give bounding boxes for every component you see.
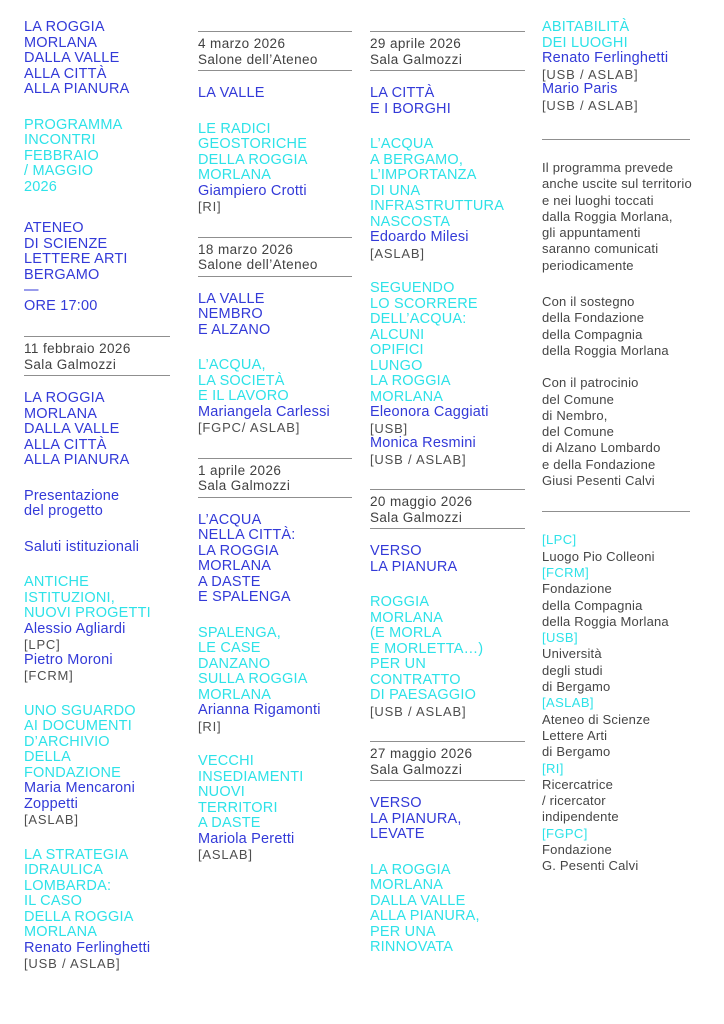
title-line: LETTERE ARTI	[24, 251, 128, 267]
title-line: BERGAMO	[24, 266, 100, 283]
talk-title-line: DELLA ROGGIA	[198, 151, 308, 168]
event-venue: Salone dell’Ateneo	[198, 51, 318, 67]
credential-tag: [FCRM]	[24, 668, 74, 683]
text-line: Fondazione	[542, 841, 612, 857]
text-line: della Roggia Morlana	[542, 613, 669, 629]
talk-title-line: MORLANA	[370, 877, 444, 893]
talk-title-line: DELLA	[24, 749, 71, 765]
event-date-block	[198, 31, 352, 71]
text-line: saranno comunicati	[542, 241, 659, 257]
talk-title-line: L’ACQUA,	[198, 357, 266, 373]
talk-title-line: DEI LUOGHI	[542, 34, 628, 51]
talk-title-line: FONDAZIONE	[24, 764, 122, 781]
talk-title-line: LOMBARDA:	[24, 877, 112, 894]
credential-tag: [ASLAB]	[24, 812, 79, 827]
event-venue: Sala Galmozzi	[198, 478, 291, 493]
title-line: —	[24, 282, 39, 298]
text-line: Ricercatrice	[542, 776, 614, 792]
talk-title-line: PER UNA	[370, 923, 436, 940]
title-line: DI SCIENZE	[24, 235, 108, 252]
talk-title-line: INSEDIAMENTI	[198, 768, 304, 785]
speaker-name: Pietro Moroni	[24, 651, 113, 668]
title-line: MORLANA	[24, 34, 98, 51]
title-line: del progetto	[24, 503, 103, 519]
text-line: Il programma prevede	[542, 160, 674, 175]
credential-tag: [USB / ASLAB]	[542, 97, 639, 113]
talk-item	[198, 754, 352, 863]
text-line: e della Fondazione	[542, 456, 656, 472]
text-line: Lettere Arti	[542, 727, 608, 743]
talk-item	[542, 20, 690, 113]
credential-tag: [USB]	[370, 420, 408, 436]
text-line: Giusi Pesenti Calvi	[542, 473, 655, 489]
talk-title-line: DI UNA	[370, 182, 421, 199]
event-date: 18 marzo 2026	[198, 241, 294, 257]
title-line: NEMBRO	[198, 306, 263, 322]
session-title	[198, 292, 352, 339]
event-date-lines	[24, 337, 170, 375]
title-line: LA ROGGIA	[24, 390, 105, 406]
text-line: gli appuntamenti	[542, 225, 641, 241]
talk-title-line: SEGUENDO	[370, 280, 455, 296]
session-item	[24, 489, 170, 520]
talk-title-line: (E MORLA	[370, 625, 442, 641]
title-line: ALLA PIANURA	[24, 452, 130, 468]
legend-tag: [ASLAB]	[542, 695, 594, 711]
text-line: / ricercator	[542, 793, 606, 809]
support-note	[542, 294, 690, 359]
title-line: MORLANA	[24, 405, 98, 422]
column-3	[370, 0, 525, 1024]
credential-tag: [USB / ASLAB]	[24, 956, 121, 971]
event-venue: Sala Galmozzi	[370, 51, 463, 67]
talk-item	[24, 704, 170, 828]
event-date-block	[198, 458, 352, 498]
title-line: Presentazione	[24, 487, 120, 504]
credential-tag: [USB / ASLAB]	[370, 703, 467, 719]
title-line: MORLANA	[198, 558, 272, 574]
credential-tag: [LPC]	[24, 637, 61, 652]
talk-title-line: SULLA ROGGIA	[198, 671, 308, 687]
talk-item	[24, 575, 170, 684]
speaker-name: Arianna Rigamonti	[198, 702, 321, 718]
talk-title-line: ANTICHE	[24, 574, 90, 590]
divider	[542, 511, 690, 512]
text-line: Con il patrocinio	[542, 375, 639, 391]
event-date: 27 maggio 2026	[370, 746, 473, 761]
speaker-name: Eleonora Caggiati	[370, 404, 489, 420]
title-line: LA CITTÀ	[370, 85, 435, 101]
divider	[370, 528, 525, 529]
session-title	[370, 796, 525, 843]
event-date: 11 febbraio 2026	[24, 341, 131, 356]
talk-title-line: GEOSTORICHE	[198, 136, 308, 152]
text-line: periodicamente	[542, 257, 634, 273]
abbreviations-legend	[542, 532, 690, 874]
text-line: Luogo Pio Colleoni	[542, 548, 655, 564]
speaker-name: Zoppetti	[24, 795, 78, 812]
title-line: VERSO	[370, 795, 422, 811]
credential-tag: [USB / ASLAB]	[542, 66, 639, 82]
talk-item	[24, 848, 170, 972]
talk-title-line: LA ROGGIA	[370, 373, 451, 389]
talk-title-line: MORLANA	[370, 609, 444, 626]
talk-title-line: E MORLETTA…)	[370, 640, 484, 657]
event-date-block	[24, 336, 170, 376]
talk-title-line: NASCOSTA	[370, 213, 451, 230]
talk-title-line: PROGRAMMA	[24, 116, 123, 133]
talk-title-line: E IL LAVORO	[198, 388, 289, 404]
divider	[24, 375, 170, 376]
speaker-name: Maria Mencaroni	[24, 780, 135, 796]
event-venue: Sala Galmozzi	[370, 761, 463, 777]
talk-title-line: ABITABILITÀ	[542, 19, 630, 35]
text-line: della Compagnia	[542, 597, 643, 613]
text-line: degli studi	[542, 662, 603, 678]
talk-title-line: TERRITORI	[198, 799, 278, 816]
talk-title-line: LE CASE	[198, 640, 261, 656]
speaker-name: Renato Ferlinghetti	[542, 50, 669, 66]
talk-title-line: RINNOVATA	[370, 939, 454, 955]
title-line: LA ROGGIA	[24, 19, 105, 35]
legend-tag: [FGPC]	[542, 825, 588, 841]
legend-tag: [LPC]	[542, 532, 577, 548]
talk-title-line: ROGGIA	[370, 594, 430, 610]
divider	[198, 70, 352, 71]
talk-title-line: NUOVI PROGETTI	[24, 605, 151, 621]
talk-title-line: NUOVI	[198, 784, 245, 800]
talk-title-line: IDRAULICA	[24, 862, 104, 878]
talk-item	[370, 281, 525, 467]
text-line: di Nembro,	[542, 407, 608, 423]
talk-title-line: A BERGAMO,	[370, 151, 464, 168]
talk-title-line: ALLA PIANURA,	[370, 908, 480, 924]
talk-title-line: SPALENGA,	[198, 624, 281, 641]
session-title	[24, 391, 170, 469]
talk-title-line: FEBBRAIO	[24, 147, 99, 164]
text-line: di Bergamo	[542, 679, 611, 695]
talk-title-line: D’ARCHIVIO	[24, 733, 110, 750]
legend-tag: [FCRM]	[542, 564, 590, 580]
credential-tag: [FGPC/ ASLAB]	[198, 420, 301, 435]
talk-title-line: LE RADICI	[198, 120, 271, 137]
divider	[370, 780, 525, 781]
speaker-name: Monica Resmini	[370, 435, 476, 451]
event-date: 1 aprile 2026	[198, 462, 282, 478]
text-line: e nei luoghi toccati	[542, 192, 654, 208]
talk-title-line: VECCHI	[198, 753, 254, 769]
event-date: 20 maggio 2026	[370, 494, 473, 509]
event-date: 29 aprile 2026	[370, 36, 462, 51]
talk-title-line: IL CASO	[24, 893, 83, 909]
event-date-lines	[370, 490, 525, 528]
event-date-lines	[198, 238, 352, 276]
patronage-note	[542, 375, 690, 489]
program-note	[542, 160, 690, 274]
title-line: LA PIANURA	[370, 558, 458, 575]
column-4	[542, 0, 690, 1024]
title-line: LA VALLE	[198, 85, 265, 101]
column-1	[24, 0, 170, 1024]
talk-title-line: ALCUNI	[370, 326, 425, 343]
title-line: LEVATE	[370, 826, 425, 842]
divider	[198, 497, 352, 498]
talk-title-line: L’ACQUA	[370, 136, 434, 152]
text-line: dalla Roggia Morlana,	[542, 208, 673, 224]
talk-title-line: LA SOCIETÀ	[198, 372, 285, 389]
title-line: Saluti istituzionali	[24, 538, 140, 555]
text-line: indipendente	[542, 809, 619, 825]
title-line: LA PIANURA,	[370, 810, 462, 827]
credential-tag: [RI]	[198, 718, 222, 734]
talk-title-line: DANZANO	[198, 655, 271, 672]
column-2	[198, 0, 352, 1024]
talk-title-line: OPIFICI	[370, 342, 424, 358]
talk-title-line: DALLA VALLE	[370, 892, 466, 909]
credential-tag: [RI]	[198, 199, 222, 214]
legend-tag: [RI]	[542, 760, 564, 776]
talk-title-line: DI PAESAGGIO	[370, 687, 477, 703]
talk-title-line: A DASTE	[198, 815, 261, 831]
talk-title-line: L’IMPORTANZA	[370, 167, 477, 183]
talk-title-line: DELL’ACQUA:	[370, 311, 467, 327]
credential-tag: [ASLAB]	[198, 847, 253, 862]
credential-tag: [USB / ASLAB]	[370, 451, 467, 467]
talk-title-line: / MAGGIO	[24, 163, 94, 179]
text-line: Università	[542, 646, 602, 662]
talk-title-line: AI DOCUMENTI	[24, 718, 132, 734]
talk-title-line: MORLANA	[24, 924, 98, 940]
title-line: DALLA VALLE	[24, 421, 120, 437]
event-date-lines	[370, 742, 525, 780]
talk-title-line: LA ROGGIA	[370, 861, 451, 878]
title-line: ALLA CITTÀ	[24, 65, 107, 82]
talk-item	[198, 358, 352, 436]
legend-tag: [USB]	[542, 630, 578, 646]
text-line: di Alzano Lombardo	[542, 440, 661, 456]
title-line: LA VALLE	[198, 290, 265, 307]
session-title	[198, 86, 352, 102]
talk-title-line: PER UN	[370, 656, 426, 672]
event-date-block	[370, 31, 525, 71]
title-line: E ALZANO	[198, 321, 271, 338]
event-venue: Salone dell’Ateneo	[198, 257, 318, 272]
title-line: E I BORGHI	[370, 100, 451, 117]
speaker-name: Giampiero Crotti	[198, 182, 307, 199]
title-line: L’ACQUA	[198, 511, 262, 528]
speaker-name: Mariangela Carlessi	[198, 403, 330, 420]
talk-title-line: MORLANA	[198, 686, 272, 703]
talk-item	[370, 595, 525, 719]
event-venue: Sala Galmozzi	[24, 356, 117, 372]
speaker-name: Edoardo Milesi	[370, 229, 469, 245]
speaker-name: Alessio Agliardi	[24, 620, 126, 637]
talk-title-line: DELLA ROGGIA	[24, 908, 134, 925]
text-line: G. Pesenti Calvi	[542, 858, 639, 874]
text-line: della Compagnia	[542, 326, 643, 342]
talk-title-line: ISTITUZIONI,	[24, 589, 116, 606]
event-date-lines	[370, 32, 525, 70]
talk-title-line: CONTRATTO	[370, 671, 461, 688]
event-date-block	[198, 237, 352, 277]
text-line: Ateneo di Scienze	[542, 711, 651, 727]
title-line: ATENEO	[24, 220, 84, 236]
session-item	[24, 540, 170, 556]
event-venue: Sala Galmozzi	[370, 509, 463, 525]
title-line: A DASTE	[198, 573, 261, 590]
talk-title-line: 2026	[24, 178, 58, 195]
divider	[370, 70, 525, 71]
divider	[198, 276, 352, 277]
text-line: del Comune	[542, 391, 615, 407]
talk-item	[370, 137, 525, 261]
text-line: Fondazione	[542, 581, 612, 597]
text-line: Con il sostegno	[542, 294, 635, 310]
title-line: LA ROGGIA	[198, 542, 279, 559]
talk-title-line: INCONTRI	[24, 132, 96, 148]
session-title	[370, 86, 525, 117]
credential-tag: [ASLAB]	[370, 245, 425, 261]
event-date-lines	[198, 32, 352, 70]
speaker-name: Mariola Peretti	[198, 830, 295, 847]
title-line: ALLA CITTÀ	[24, 436, 107, 453]
talk-title-line: LA STRATEGIA	[24, 846, 129, 863]
text-line: di Bergamo	[542, 744, 611, 760]
talk-item	[198, 122, 352, 215]
title-line: ORE 17:00	[24, 297, 98, 314]
text-line: anche uscite sul territorio	[542, 176, 692, 192]
talk-item	[370, 863, 525, 956]
talk-title-line: MORLANA	[370, 388, 444, 405]
title-line: DALLA VALLE	[24, 50, 120, 66]
organizer-info	[24, 221, 170, 314]
title-line: E SPALENGA	[198, 589, 291, 605]
event-date-lines	[198, 459, 352, 497]
divider	[542, 139, 690, 140]
title-line: ALLA PIANURA	[24, 81, 130, 97]
event-date-block	[370, 489, 525, 529]
speaker-name: Renato Ferlinghetti	[24, 939, 151, 956]
talk-title-line: LUNGO	[370, 357, 423, 374]
session-title	[198, 513, 352, 606]
event-date-block	[370, 741, 525, 781]
program-subtitle	[24, 118, 170, 196]
speaker-name: Mario Paris	[542, 81, 618, 97]
talk-item	[198, 626, 352, 735]
talk-title-line: UNO SGUARDO	[24, 702, 136, 719]
session-title	[370, 544, 525, 575]
talk-title-line: LO SCORRERE	[370, 295, 478, 312]
talk-title-line: INFRASTRUTTURA	[370, 198, 505, 214]
text-line: del Comune	[542, 424, 615, 440]
talk-title-line: MORLANA	[198, 167, 272, 183]
title-line: NELLA CITTÀ:	[198, 527, 296, 543]
title-line: VERSO	[370, 543, 422, 559]
poster-title	[24, 20, 170, 98]
text-line: della Roggia Morlana	[542, 342, 669, 358]
text-line: della Fondazione	[542, 310, 645, 326]
event-date: 4 marzo 2026	[198, 36, 286, 51]
